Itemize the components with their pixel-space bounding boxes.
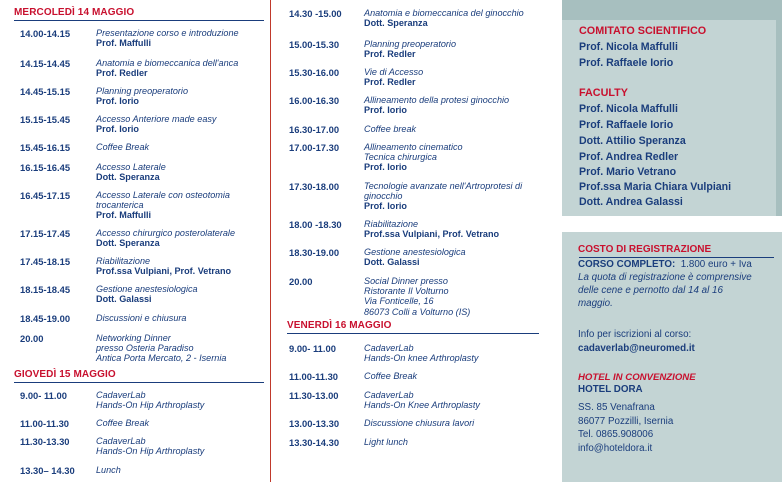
session-time: 11.00-11.30	[289, 371, 339, 382]
session-title-line: ginocchio	[364, 191, 403, 202]
registration-full-course	[578, 259, 752, 272]
session-title-line: CadaverLab	[364, 343, 414, 353]
session-description	[96, 228, 235, 248]
session-title-line: Riabilitazione	[96, 256, 151, 266]
registration-title: COSTO DI REGISTRAZIONE	[578, 244, 712, 255]
session-title-line: trocanterica	[96, 200, 144, 211]
session-description	[96, 142, 149, 152]
session-description	[96, 28, 239, 48]
registration-note-line: maggio.	[578, 298, 613, 309]
session-time: 15.30-16.00	[289, 67, 340, 78]
session-title-line: Light lunch	[364, 437, 408, 447]
session-title-line: Allineamento della protesi ginocchio	[364, 95, 510, 105]
session-description	[96, 190, 230, 221]
session-time: 20.00	[20, 333, 44, 344]
session-title-line: Hands-On Knee Arthroplasty	[364, 400, 480, 411]
faculty-member: Prof. Nicola Maffulli	[579, 103, 678, 115]
session-time: 9.00- 11.00	[289, 343, 336, 354]
hotel-name: HOTEL DORA	[578, 384, 643, 395]
session-description	[364, 95, 509, 115]
session-description	[364, 371, 417, 381]
session-title-line: Vie di Accesso	[364, 67, 424, 77]
session-title-line: Networking Dinner	[96, 333, 171, 343]
session-speaker: Dott. Speranza	[96, 238, 160, 249]
session-speaker: Prof. Maffulli	[96, 38, 152, 49]
session-time: 18.30-19.00	[289, 247, 340, 258]
session-speaker: Dott. Speranza	[364, 18, 428, 29]
session-description	[364, 219, 499, 239]
session-speaker: Prof.ssa Vulpiani, Prof. Vetrano	[96, 266, 232, 277]
registration-note-line: La quota di registrazione è comprensive	[578, 272, 752, 283]
hotel-title: HOTEL IN CONVENZIONE	[578, 372, 696, 383]
session-time: 20.00	[289, 276, 313, 287]
faculty-member: Prof. Raffaele Iorio	[579, 119, 674, 131]
session-time: 13.00-13.30	[289, 418, 340, 429]
session-time: 15.00-15.30	[289, 39, 340, 50]
committee-member: Prof. Raffaele Iorio	[579, 57, 674, 69]
session-description	[364, 390, 480, 410]
session-speaker: Dott. Galassi	[96, 294, 152, 305]
session-time: 14.15-14.45	[20, 58, 71, 69]
faculty-member: Prof.ssa Maria Chiara Vulpiani	[579, 181, 732, 193]
day-divider	[287, 333, 539, 334]
session-description	[364, 142, 463, 173]
session-title-line: Accesso Laterale con osteotomia	[96, 190, 230, 200]
session-speaker: Prof. Redler	[364, 77, 416, 88]
session-title-line: Social Dinner presso	[364, 276, 448, 286]
registration-note-line: delle cene e pernotto dal 14 al 16	[578, 285, 723, 296]
session-title-line: Planning preoperatorio	[96, 86, 189, 96]
session-time: 14.00-14.15	[20, 28, 71, 39]
session-time: 17.00-17.30	[289, 142, 340, 153]
schedule-column-1	[0, 0, 268, 482]
session-speaker: Dott. Speranza	[96, 172, 160, 183]
session-time: 14.45-15.15	[20, 86, 71, 97]
session-description	[364, 8, 524, 28]
session-title-line: Planning preoperatorio	[364, 39, 457, 49]
session-title-line: Coffee Break	[96, 418, 150, 428]
hotel-phone: Tel. 0865.908006	[578, 429, 654, 440]
session-speaker: Prof. Iorio	[364, 105, 407, 116]
session-time: 13.30-14.30	[289, 437, 340, 448]
session-title-line: Tecnologie avanzate nell'Artroprotesi di	[364, 181, 523, 191]
session-time: 14.30 -15.00	[289, 8, 342, 19]
session-description	[96, 313, 186, 323]
session-title-line: Gestione anestesiologica	[96, 284, 198, 294]
session-title-line: CadaverLab	[96, 436, 146, 446]
session-title-line: Antica Porta Mercato, 2 - Isernia	[96, 353, 227, 364]
faculty-member: Dott. Attilio Speranza	[579, 135, 686, 147]
session-title-line: Anatomia e biomeccanica dell'anca	[96, 58, 239, 68]
session-time: 18.45-19.00	[20, 313, 71, 324]
session-title-line: Lunch	[96, 465, 121, 475]
session-time: 15.45-16.15	[20, 142, 71, 153]
session-title-line: Riabilitazione	[364, 219, 419, 229]
session-time: 17.30-18.00	[289, 181, 340, 192]
session-title-line: Allineamento cinematico	[364, 142, 463, 152]
day-heading-14-may: MERCOLEDÌ 14 MAGGIO	[14, 7, 135, 18]
session-speaker: Prof.ssa Vulpiani, Prof. Vetrano	[364, 229, 500, 240]
session-description	[96, 114, 216, 134]
session-title-line: CadaverLab	[364, 390, 414, 400]
session-title-line: Ristorante Il Volturno	[364, 286, 449, 297]
session-description	[96, 284, 198, 304]
session-description	[364, 39, 456, 59]
registration-panel	[562, 232, 782, 482]
session-description	[96, 256, 231, 276]
session-title-line: 86073 Colli a Volturno (IS)	[364, 306, 471, 317]
session-title-line: Discussioni e chiusura	[96, 313, 187, 323]
session-time: 15.15-15.45	[20, 114, 71, 125]
session-speaker: Dott. Galassi	[364, 257, 420, 268]
committee-member: Prof. Nicola Maffulli	[579, 41, 678, 53]
session-time: 16.45-17.15	[20, 190, 71, 201]
full-course-price: 1.800 euro + Iva	[680, 259, 752, 270]
session-title-line: CadaverLab	[96, 390, 146, 400]
faculty-title: FACULTY	[579, 87, 628, 99]
session-title-line: Discussione chiusura lavori	[364, 418, 475, 428]
session-speaker: Prof. Maffulli	[96, 210, 152, 221]
session-description	[96, 436, 204, 456]
session-speaker: Prof. Iorio	[96, 96, 139, 107]
session-time: 11.30-13.30	[20, 436, 70, 447]
session-speaker: Prof. Redler	[364, 49, 416, 60]
session-title-line: Hands-On knee Arthroplasty	[364, 353, 479, 364]
session-description	[96, 162, 166, 182]
session-time: 18.15-18.45	[20, 284, 71, 295]
session-title-line: Accesso chirurgico posterolaterale	[96, 228, 235, 238]
day-heading-15-may: GIOVEDÌ 15 MAGGIO	[14, 369, 116, 380]
session-speaker: Prof. Redler	[96, 68, 148, 79]
session-time: 9.00- 11.00	[20, 390, 67, 401]
session-title-line: Tecnica chirurgica	[364, 152, 437, 163]
session-title-line: Coffee break	[364, 124, 417, 134]
committee-title: COMITATO SCIENTIFICO	[579, 25, 707, 37]
session-description	[364, 276, 470, 317]
session-description	[96, 86, 188, 106]
faculty-member: Prof. Andrea Redler	[579, 151, 679, 163]
schedule-column-2	[270, 0, 552, 482]
hotel-address-line: SS. 85 Venafrana	[578, 402, 655, 413]
session-time: 16.30-17.00	[289, 124, 340, 135]
session-description	[96, 418, 149, 428]
session-description	[364, 343, 478, 363]
session-time: 17.45-18.15	[20, 256, 71, 267]
session-description	[96, 58, 238, 78]
session-speaker: Prof. Iorio	[364, 162, 407, 173]
session-title-line: presso Osteria Paradiso	[96, 343, 194, 354]
session-time: 16.15-16.45	[20, 162, 71, 173]
session-speaker: Prof. Iorio	[96, 124, 139, 135]
session-time: 11.30-13.00	[289, 390, 339, 401]
session-time: 11.00-11.30	[20, 418, 70, 429]
session-title-line: Coffee Break	[364, 371, 418, 381]
day-heading-16-may: VENERDÌ 16 MAGGIO	[287, 320, 392, 331]
session-title-line: Hands-On Hip Arthroplasty	[96, 400, 205, 411]
session-title-line: Accesso Laterale	[96, 162, 166, 172]
session-description	[364, 437, 408, 447]
day-divider	[14, 20, 264, 21]
session-title-line: Anatomia e biomeccanica del ginocchio	[364, 8, 524, 18]
faculty-member: Prof. Mario Vetrano	[579, 166, 677, 178]
hotel-address-line: 86077 Pozzilli, Isernia	[578, 416, 674, 427]
session-description	[364, 67, 423, 87]
day-divider	[14, 382, 264, 383]
session-speaker: Prof. Iorio	[364, 201, 407, 212]
info-label: Info per iscrizioni al corso:	[578, 329, 692, 340]
session-description	[364, 181, 522, 212]
session-description	[96, 333, 226, 364]
scientific-committee-panel	[562, 0, 782, 216]
full-course-label: CORSO COMPLETO:	[578, 259, 676, 270]
session-title-line: Accesso Anteriore made easy	[96, 114, 217, 124]
session-title-line: Presentazione corso e introduzione	[96, 28, 239, 38]
session-description	[96, 465, 121, 475]
faculty-member: Dott. Andrea Galassi	[579, 196, 683, 208]
session-title-line: Gestione anestesiologica	[364, 247, 466, 257]
session-time: 13.30– 14.30	[20, 465, 75, 476]
hotel-email[interactable]: info@hoteldora.it	[578, 443, 653, 454]
session-time: 16.00-16.30	[289, 95, 340, 106]
session-title-line: Via Fonticelle, 16	[364, 296, 434, 307]
session-title-line: Hands-On Hip Arthroplasty	[96, 446, 205, 457]
session-title-line: Coffee Break	[96, 142, 150, 152]
registration-email[interactable]: cadaverlab@neuromed.it	[578, 343, 695, 354]
session-description	[364, 124, 416, 134]
session-description	[96, 390, 204, 410]
session-time: 17.15-17.45	[20, 228, 71, 239]
session-description	[364, 418, 474, 428]
session-description	[364, 247, 466, 267]
session-time: 18.00 -18.30	[289, 219, 342, 230]
registration-divider	[579, 257, 774, 258]
